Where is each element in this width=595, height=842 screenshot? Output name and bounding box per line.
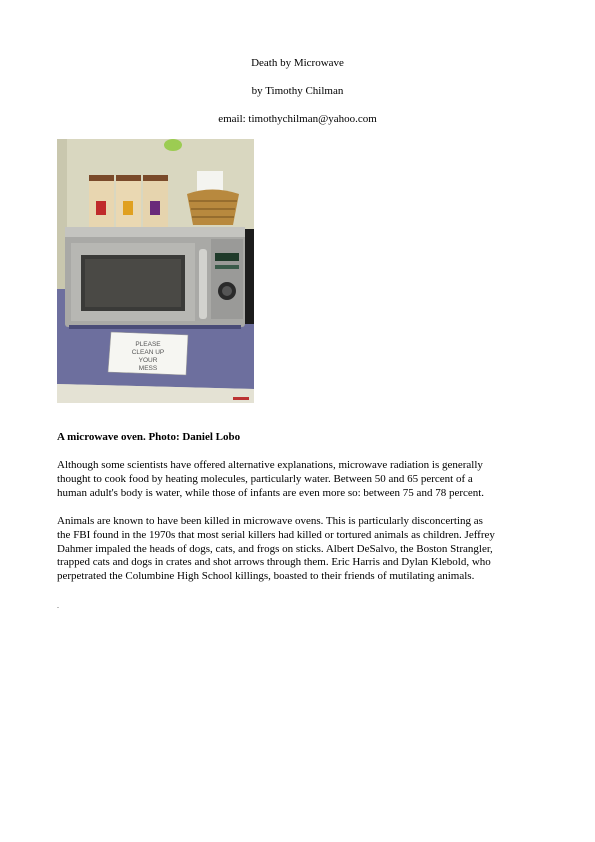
paragraph-line: Dahmer impaled the heads of dogs, cats, and frogs on sticks. Albert DeSalvo, the Boston Strangler, — [57, 542, 493, 555]
document-author: by Timothy Chilman — [251, 85, 344, 97]
paragraph-2 — [57, 515, 547, 584]
paragraph-line: human adult's body is water, while those of infants are even more so: between 75 and 78 percent. — [57, 486, 485, 499]
sign-line-2: CLEAN UP — [131, 349, 165, 356]
photo-caption: A microwave oven. Photo: Daniel Lobo — [57, 431, 241, 443]
paragraph-line: the FBI found in the 1970s that most serial killers had killed or tortured animals as children. Jeffrey — [57, 528, 495, 541]
microwave-photo — [57, 139, 254, 403]
document-title: Death by Microwave — [251, 57, 344, 69]
sign-line-1: PLEASE — [135, 341, 161, 348]
paragraph-line: Animals are known to have been killed in microwave ovens. This is particularly disconcerting as — [57, 515, 483, 527]
trailing-mark: . — [57, 601, 59, 610]
sign-line-4: MESS — [138, 365, 158, 372]
paragraph-line: trapped cats and dogs in crates and shot arrows through them. Eric Harris and Dylan Klebold, who — [57, 556, 491, 569]
paragraph-line: thought to cook food by heating molecules, particularly water. Between 50 and 65 percent of a — [57, 472, 473, 485]
author-email: email: timothychilman@yahoo.com — [218, 113, 377, 125]
paragraph-line: perpetrated the Columbine High School killings, boasted to their friends of mutilating animals. — [57, 570, 475, 583]
paragraph-line: Although some scientists have offered alternative explanations, microwave radiation is generally — [57, 459, 483, 471]
paragraph-1 — [57, 459, 547, 500]
sign-line-3: YOUR — [138, 357, 158, 364]
